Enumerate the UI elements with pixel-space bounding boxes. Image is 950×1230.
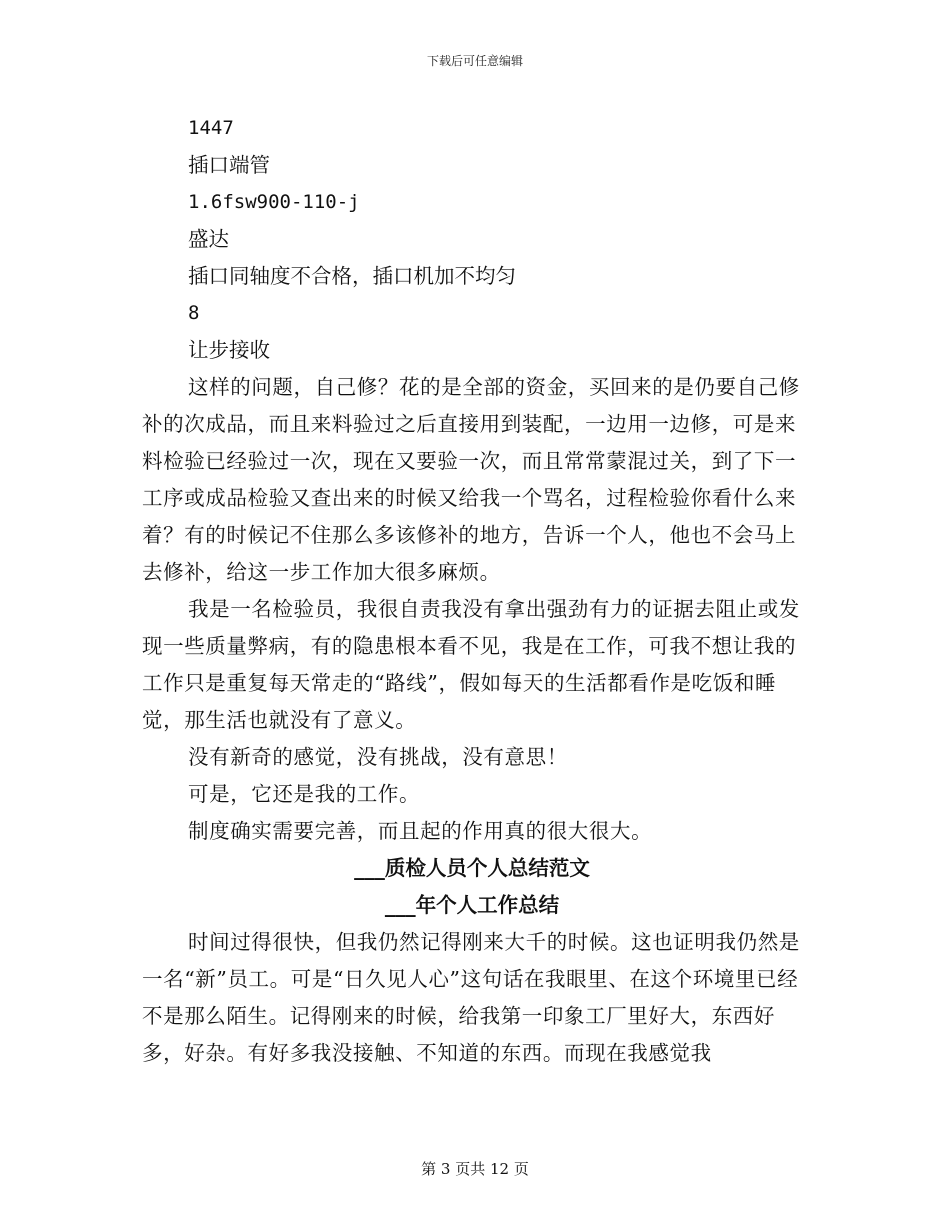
table-value-part-name: 插口端管 (188, 153, 270, 177)
body-paragraph: 我是一名检验员，我很自责我没有拿出强劲有力的证据去阻止或发现一些质量弊病，有的隐患根本看不见，我是在工作，可我不想让我的工作只是重复每天常走的“路线”，假如每天的生活都看作是吃饭和睡觉，那生活也就没有了意义。 (142, 597, 800, 732)
table-value-number: 1447 (188, 117, 234, 139)
table-value-supplier: 盛达 (188, 227, 229, 251)
body-paragraph: 制度确实需要完善，而且起的作用真的很大很大。 (188, 819, 653, 843)
page-footer: 第 3 页共 12 页 (421, 1160, 529, 1178)
section-title: ___质检人员个人总结范文 (354, 856, 590, 880)
table-value-quantity: 8 (188, 302, 200, 324)
table-value-defect: 插口同轴度不合格，插口机加不均匀 (188, 264, 516, 288)
table-value-disposition: 让步接收 (188, 338, 270, 362)
section-subtitle: ___年个人工作总结 (384, 893, 560, 917)
body-paragraph: 时间过得很快，但我仍然记得刚来大千的时候。这也证明我仍然是一名“新”员工。可是“日久见人心”这句话在我眼里、在这个环境里已经不是那么陌生。记得刚来的时候，给我第一印象工厂里好大，东西好多，好杂。有好多我没接触、不知道的东西。而现在我感觉我 (142, 930, 800, 1065)
document-body (142, 110, 802, 1072)
table-value-spec: 1.6fsw900-110-j (188, 191, 360, 213)
body-paragraph: 这样的问题，自己修？花的是全部的资金，买回来的是仍要自己修补的次成品，而且来料验过之后直接用到装配，一边用一边修，可是来料检验已经验过一次，现在又要验一次，而且常常蒙混过关，到了下一工序或成品检验又查出来的时候又给我一个骂名，过程检验你看什么来着？有的时候记不住那么多该修补的地方，告诉一个人，他也不会马上去修补，给这一步工作加大很多麻烦。 (142, 375, 800, 584)
body-paragraph: 没有新奇的感觉，没有挑战，没有意思！ (188, 745, 568, 769)
page-header: 下载后可任意编辑 (426, 54, 523, 68)
body-paragraph: 可是，它还是我的工作。 (188, 782, 421, 806)
